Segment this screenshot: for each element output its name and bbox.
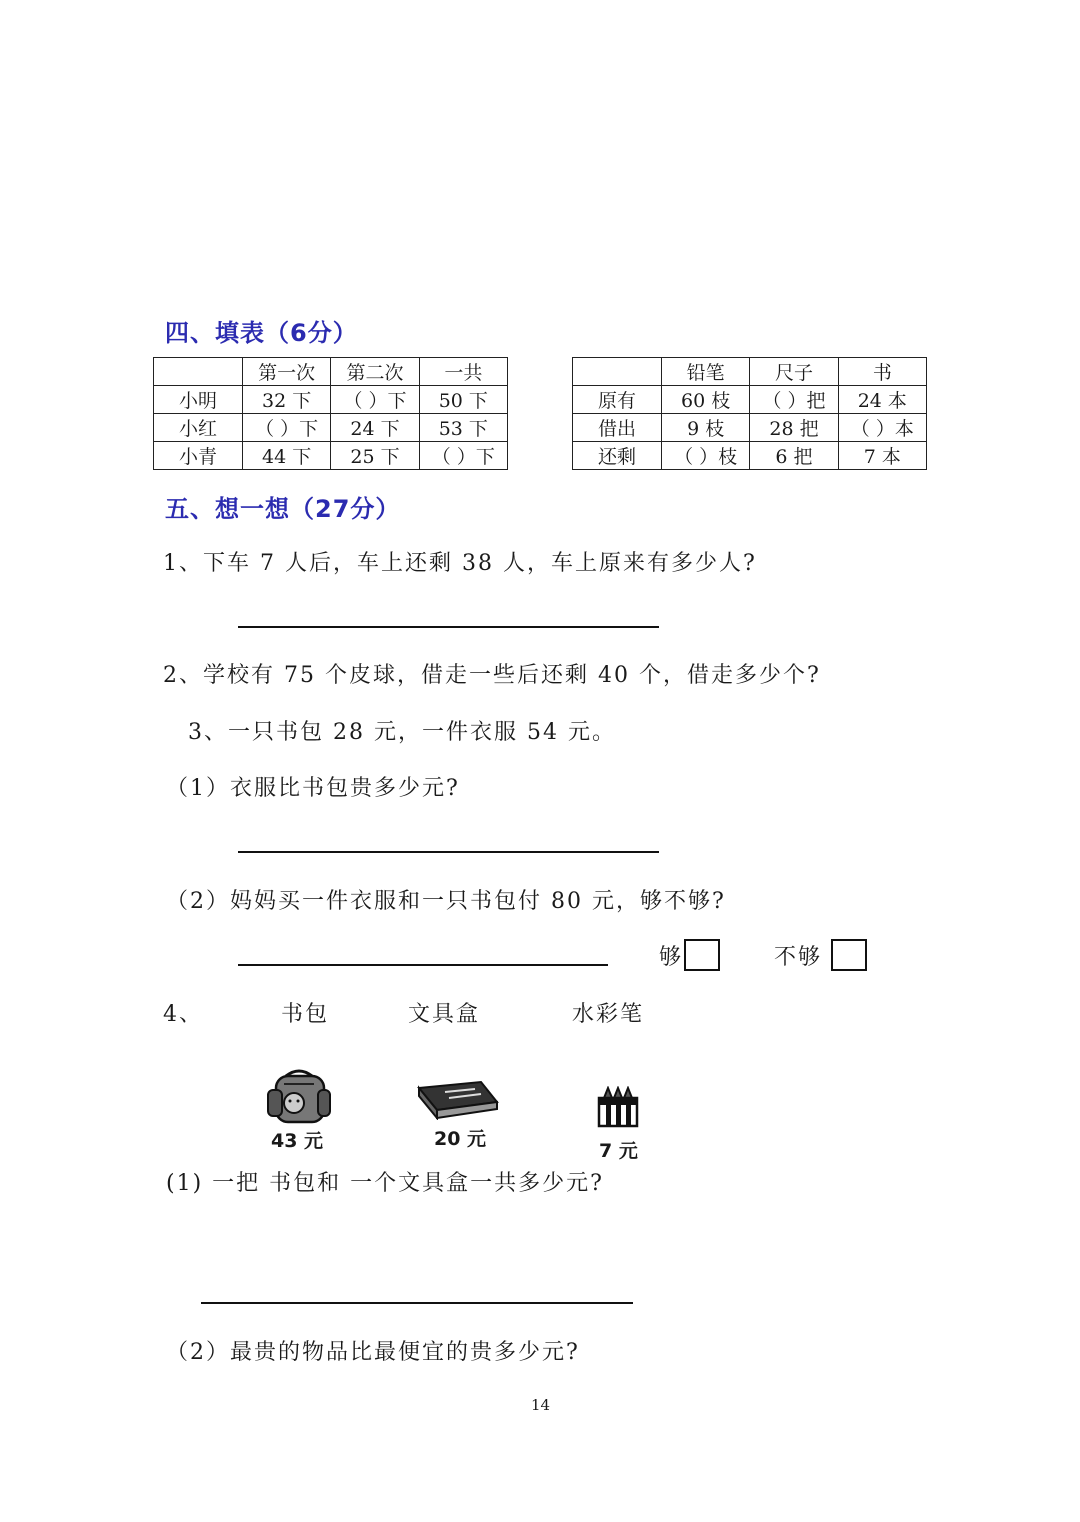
item-name-backpack: 书包 (281, 1002, 330, 1027)
table-row (154, 358, 508, 386)
table-cell (573, 358, 662, 386)
table-row (154, 386, 508, 414)
backpack-icon (264, 1068, 334, 1126)
section-5-title: 五、想一想（27分） (165, 495, 401, 523)
question-4-1: (1) 一把 书包和 一个文具盒一共多少元? (166, 1171, 604, 1196)
table-cell: （ ）下 (331, 386, 419, 414)
section-4-title: 四、填表（6分） (165, 319, 358, 347)
not-enough-label: 不够 (774, 945, 823, 970)
table-cell: 50 下 (419, 386, 507, 414)
question-4-2: （2）最贵的物品比最便宜的贵多少元? (166, 1340, 580, 1365)
table-cell: 还剩 (573, 442, 662, 470)
enough-checkbox[interactable] (684, 939, 720, 971)
question-3: 3、一只书包 28 元，一件衣服 54 元。 (188, 720, 616, 745)
table-cell: 一共 (419, 358, 507, 386)
answer-line-3-2[interactable] (238, 964, 608, 966)
pencil-case-icon (415, 1080, 499, 1120)
question-1: 1、下车 7 人后，车上还剩 38 人，车上原来有多少人? (163, 551, 757, 576)
answer-line-1[interactable] (238, 626, 659, 628)
table-cell: 53 下 (419, 414, 507, 442)
answer-line-3-1[interactable] (238, 851, 659, 853)
price-backpack: 43 元 (271, 1130, 324, 1152)
question-3-2: （2）妈妈买一件衣服和一只书包付 80 元，够不够? (166, 889, 726, 914)
table-cell: （ ）把 (750, 386, 838, 414)
price-pencil-case: 20 元 (434, 1128, 487, 1150)
table-cell: 6 把 (750, 442, 838, 470)
answer-line-4-1[interactable] (201, 1302, 633, 1304)
table-row (154, 414, 508, 442)
table-cell: 借出 (573, 414, 662, 442)
question-4-label: 4、 (163, 1002, 203, 1027)
table-cell: 尺子 (750, 358, 838, 386)
table-cell: 小红 (154, 414, 243, 442)
table-row (573, 358, 927, 386)
table-cell: 7 本 (838, 442, 926, 470)
table-cell: 24 本 (838, 386, 926, 414)
watercolor-pens-icon (596, 1086, 640, 1130)
table-cell: 24 下 (331, 414, 419, 442)
table-row (154, 442, 508, 470)
table-cell: 第一次 (243, 358, 331, 386)
table-row (573, 442, 927, 470)
table-stationery (572, 357, 927, 470)
question-2: 2、学校有 75 个皮球，借走一些后还剩 40 个，借走多少个? (163, 663, 821, 688)
table-cell: 9 枝 (662, 414, 750, 442)
table-cell: 铅笔 (662, 358, 750, 386)
table-cell: 28 把 (750, 414, 838, 442)
not-enough-checkbox[interactable] (831, 939, 867, 971)
item-name-watercolor-pens: 水彩笔 (572, 1002, 645, 1027)
table-cell: （ ）本 (838, 414, 926, 442)
table-jumps (153, 357, 508, 470)
table-cell: 原有 (573, 386, 662, 414)
enough-label: 够 (659, 945, 684, 970)
table-cell: 44 下 (243, 442, 331, 470)
item-name-pencil-case: 文具盒 (408, 1002, 481, 1027)
table-cell: 小明 (154, 386, 243, 414)
table-cell: 小青 (154, 442, 243, 470)
table-cell: 60 枝 (662, 386, 750, 414)
table-row (573, 386, 927, 414)
table-cell: 32 下 (243, 386, 331, 414)
table-cell: 第二次 (331, 358, 419, 386)
table-cell: （ ）枝 (662, 442, 750, 470)
table-cell: 书 (838, 358, 926, 386)
price-watercolor-pens: 7 元 (599, 1140, 638, 1162)
table-cell: （ ）下 (243, 414, 331, 442)
page-number: 14 (531, 1396, 551, 1414)
table-cell: 25 下 (331, 442, 419, 470)
table-cell: （ ）下 (419, 442, 507, 470)
question-3-1: （1）衣服比书包贵多少元? (166, 776, 460, 801)
table-row (573, 414, 927, 442)
table-cell (154, 358, 243, 386)
